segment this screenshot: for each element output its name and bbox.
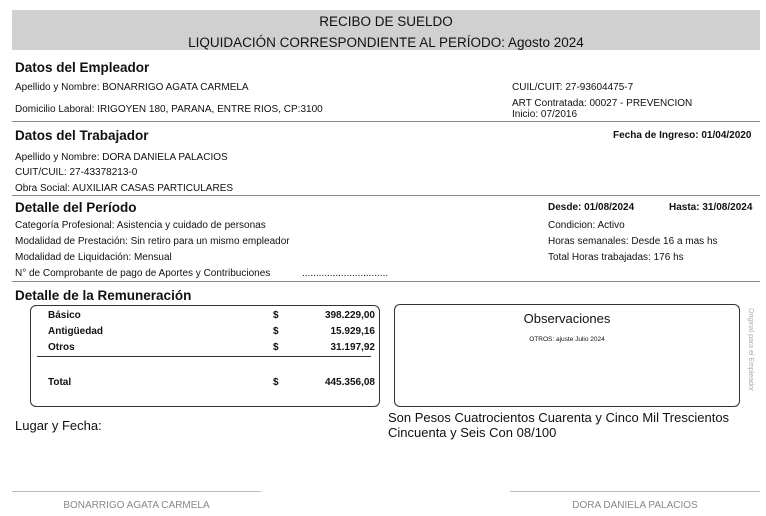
amount-in-words-line1: Son Pesos Cuatrocientos Cuarenta y Cinco Mil Trescientos bbox=[388, 410, 730, 425]
item-label: Otros bbox=[48, 342, 75, 353]
employer-address: Domicilio Laboral: IRIGOYEN 180, PARANA, ENTRE RIOS, CP:3100 bbox=[15, 104, 323, 115]
divider bbox=[12, 281, 760, 282]
worker-signature-name: DORA DANIELA PALACIOS bbox=[572, 500, 698, 511]
remuneration-section-title: Detalle de la Remuneración bbox=[15, 288, 192, 303]
place-date-label: Lugar y Fecha: bbox=[15, 418, 102, 433]
worker-section-title: Datos del Trabajador bbox=[15, 128, 149, 143]
receipt-header bbox=[12, 10, 760, 50]
observations-text: OTROS: ajuste Julio 2024 bbox=[529, 336, 605, 343]
employer-art: ART Contratada: 00027 - PREVENCION bbox=[512, 98, 693, 109]
copy-note: Original para el Empleador bbox=[747, 308, 754, 392]
period-from: Desde: 01/08/2024 bbox=[548, 202, 635, 213]
employer-name: Apellido y Nombre: BONARRIGO AGATA CARMELA bbox=[15, 82, 249, 93]
employer-section-title: Datos del Empleador bbox=[15, 60, 150, 75]
worker-cuit: CUIT/CUIL: 27-43378213-0 bbox=[15, 167, 138, 178]
amount-in-words-line2: Cincuenta y Seis Con 08/100 bbox=[388, 425, 557, 440]
worker-signature-line bbox=[510, 491, 760, 492]
receipt-title: RECIBO DE SUELDO bbox=[319, 14, 453, 29]
service-modality: Modalidad de Prestación: Sin retiro para un mismo empleador bbox=[15, 236, 290, 247]
receipt-period: LIQUIDACIÓN CORRESPONDIENTE AL PERÍODO: Agosto 2024 bbox=[188, 35, 584, 50]
condition: Condicion: Activo bbox=[548, 220, 625, 231]
total-hours: Total Horas trabajadas: 176 hs bbox=[548, 252, 684, 263]
item-currency: $ bbox=[273, 342, 279, 353]
period-section-title: Detalle del Período bbox=[15, 200, 137, 215]
divider bbox=[12, 121, 760, 122]
employer-signature-name: BONARRIGO AGATA CARMELA bbox=[63, 500, 210, 511]
item-currency: $ bbox=[273, 326, 279, 337]
item-currency: $ bbox=[273, 310, 279, 321]
employer-signature-line bbox=[12, 491, 261, 492]
remuneration-box bbox=[30, 305, 380, 407]
item-amount: 31.197,92 bbox=[330, 342, 375, 353]
total-amount: 445.356,08 bbox=[324, 377, 375, 388]
item-amount: 398.229,00 bbox=[324, 310, 375, 321]
item-label: Antigüedad bbox=[48, 326, 103, 337]
total-currency: $ bbox=[273, 377, 279, 388]
observations-box bbox=[394, 304, 740, 407]
payroll-modality: Modalidad de Liquidación: Mensual bbox=[15, 252, 172, 263]
worker-health-plan: Obra Social: AUXILIAR CASAS PARTICULARES bbox=[15, 183, 234, 194]
employer-cuil: CUIL/CUIT: 27-93604475-7 bbox=[512, 82, 634, 93]
worker-hire-date: Fecha de Ingreso: 01/04/2020 bbox=[613, 130, 752, 141]
observations-title: Observaciones bbox=[523, 311, 611, 326]
divider bbox=[12, 195, 760, 196]
contribution-receipt: N° de Comprobante de pago de Aportes y Contribuciones bbox=[15, 268, 271, 279]
worker-name: Apellido y Nombre: DORA DANIELA PALACIOS bbox=[15, 152, 228, 163]
total-separator bbox=[37, 356, 371, 357]
employer-start: Inicio: 07/2016 bbox=[512, 109, 578, 120]
total-label: Total bbox=[48, 377, 72, 388]
period-to: Hasta: 31/08/2024 bbox=[669, 202, 753, 213]
weekly-hours: Horas semanales: Desde 16 a mas hs bbox=[548, 236, 718, 247]
professional-category: Categoría Profesional: Asistencia y cuidado de personas bbox=[15, 220, 266, 231]
contribution-receipt-dots: ............................... bbox=[302, 268, 389, 279]
item-amount: 15.929,16 bbox=[330, 326, 375, 337]
item-label: Básico bbox=[48, 310, 81, 321]
